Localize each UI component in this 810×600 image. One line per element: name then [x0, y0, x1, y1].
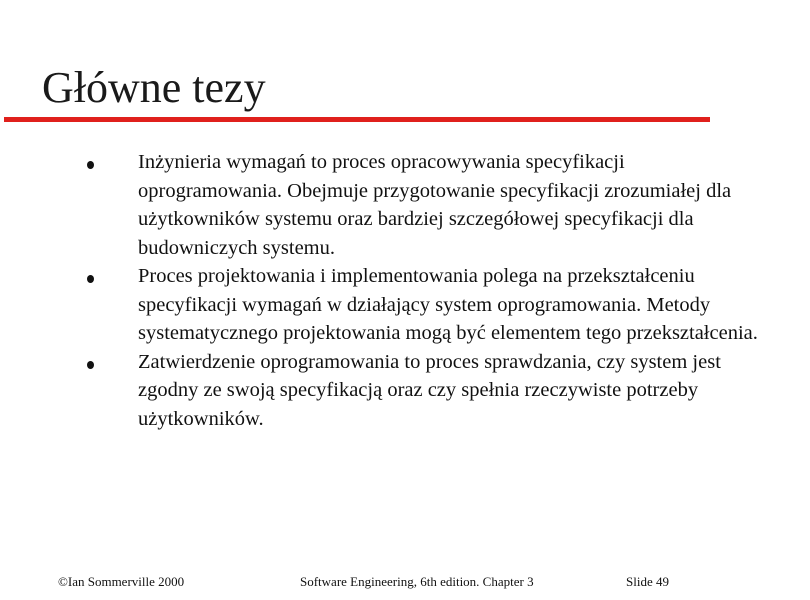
bullet-text: Zatwierdzenie oprogramowania to proces sprawdzania, czy system jest zgodny ze swoją specyfikacją oraz czy spełnia rzeczywiste potrzeby użytkowników. [138, 350, 721, 430]
footer-copyright: ©Ian Sommerville 2000 [58, 574, 185, 589]
bullet-item [0, 262, 810, 348]
bullet-list [0, 148, 810, 433]
bullet-item [0, 348, 810, 434]
footer-slide-number: Slide 49 [626, 574, 669, 589]
bullet-text: Proces projektowania i implementowania polega na przekształceniu specyfikacji wymagań w działający system oprogramowania. Metody systematycznego projektowania mogą być elementem tego przekształcenia. [138, 265, 758, 344]
slide-title: Główne tezy [42, 63, 266, 112]
footer-book-title: Software Engineering, 6th edition. Chapter 3 [300, 574, 534, 589]
bullet-text: Inżynieria wymagań to proces opracowywania specyfikacji oprogramowania. Obejmuje przygotowanie specyfikacji zrozumiałej dla użytkowników systemu oraz bardziej szczegółowej specyfikacji dla budowniczych systemu. [138, 151, 732, 259]
bullet-dot-icon [87, 161, 94, 169]
title-underline [4, 117, 710, 122]
bullet-dot-icon [87, 275, 94, 283]
bullet-item [0, 148, 810, 262]
bullet-dot-icon [87, 361, 94, 369]
